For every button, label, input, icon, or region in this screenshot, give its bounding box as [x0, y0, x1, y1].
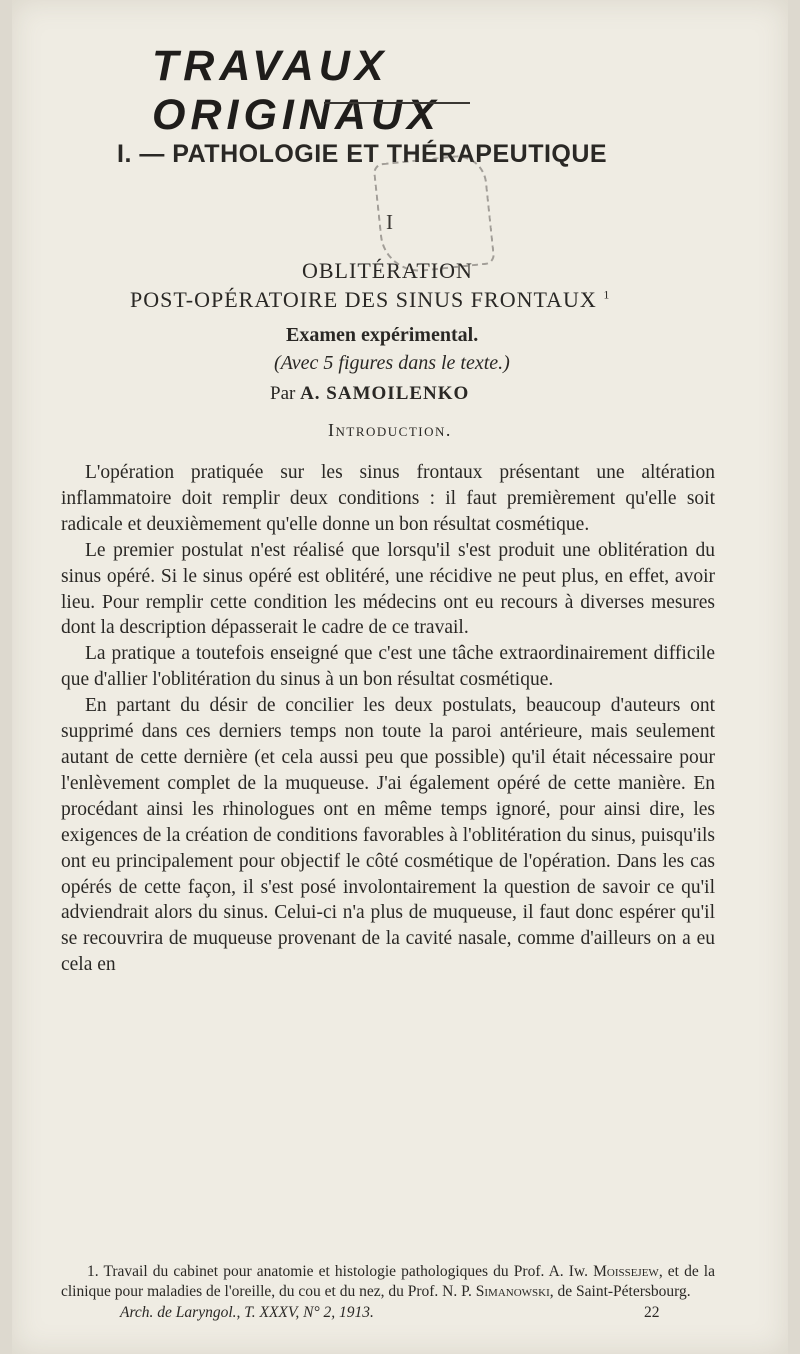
footnote-name-1: Moissejew: [593, 1263, 659, 1280]
body-paragraph-2: Le premier postulat n'est réalisé que lorsqu'il s'est produit une oblitération du sinus opéré. Si le sinus opéré est oblitéré, une récidive ne peut plus, en effet, avoir lieu. Pour remplir cette condition les médecins ont eu recours à diverses mesures dont la description dépasserait le cadre de ce travail.: [61, 539, 715, 639]
footnote-text-start: 1. Travail du cabinet pour anatomie et histologie pathologiques du Prof. A. Iw.: [87, 1263, 594, 1280]
figures-note: (Avec 5 figures dans le texte.): [274, 352, 510, 374]
body-paragraph-3: La pratique a toutefois enseigné que c'est une tâche extraordinairement difficile que d'allier l'oblitération du sinus à un bon résultat cosmétique.: [61, 643, 715, 691]
journal-citation: Arch. de Laryngol., T. XXXV, N° 2, 1913.: [120, 1304, 374, 1321]
footnote-text-mid: , et de la clinique pour maladies de l'oreille, du cou et du nez, du Prof. N. P.: [61, 1263, 715, 1300]
introduction-heading: Introduction.: [328, 420, 452, 440]
title-footnote-mark[interactable]: 1: [603, 287, 611, 302]
article-title-line2: [130, 287, 610, 313]
article-title-text: POST-OPÉRATOIRE DES SINUS FRONTAUX: [130, 287, 597, 312]
byline: [270, 383, 469, 405]
footnote-name-2: Simanowski: [475, 1283, 550, 1300]
author-name: A. SAMOILENKO: [300, 383, 470, 404]
stamp-numeral: I: [386, 210, 393, 234]
body-paragraph-1: L'opération pratiquée sur les sinus frontaux présentant une altération inflammatoire doit remplir deux conditions : il faut premièrement qu'elle soit radicale et deuxièmement qu'elle donne un bon résultat cosmétique.: [61, 462, 715, 535]
byline-prefix: Par: [270, 383, 296, 404]
section-heading: I. — PATHOLOGIE ET THÉRAPEUTIQUE: [117, 140, 608, 168]
article-body: [61, 460, 715, 978]
page-number: 22: [644, 1304, 660, 1321]
document-page: [12, 0, 788, 1354]
body-paragraph-4: En partant du désir de concilier les deux postulats, beaucoup d'auteurs ont supprimé dans ces derniers temps non toute la paroi antérieure, mais seulement autant de cette dernière (et cela aussi peu que possible) qu'il était nécessaire pour l'enlèvement complet de la muqueuse. J'ai également opéré de cette manière. En procédant ainsi les rhinologues ont en même temps ignoré, pour ainsi dire, les exigences de la création de conditions favorables à l'oblitération du sinus, puisqu'ils ont eu principalement pour objectif le côté cosmétique de l'opération. Dans les cas opérés de cette façon, il s'est posé involontairement la question de savoir ce qu'il adviendrait alors du sinus. Celui-ci n'a plus de muqueuse, il faut donc espérer qu'il se recouvrira de muqueuse provenant de la cavité nasale, comme d'ailleurs on a eu cela en: [61, 695, 715, 976]
footnote: [61, 1262, 715, 1302]
article-subtitle: Examen expérimental.: [286, 324, 479, 346]
footnote-text-end: , de Saint-Pétersbourg.: [549, 1283, 691, 1300]
journal-header: TRAVAUX ORIGINAUX: [152, 42, 441, 139]
article-title-line1: OBLITÉRATION: [302, 258, 473, 283]
header-rule: [324, 102, 470, 104]
